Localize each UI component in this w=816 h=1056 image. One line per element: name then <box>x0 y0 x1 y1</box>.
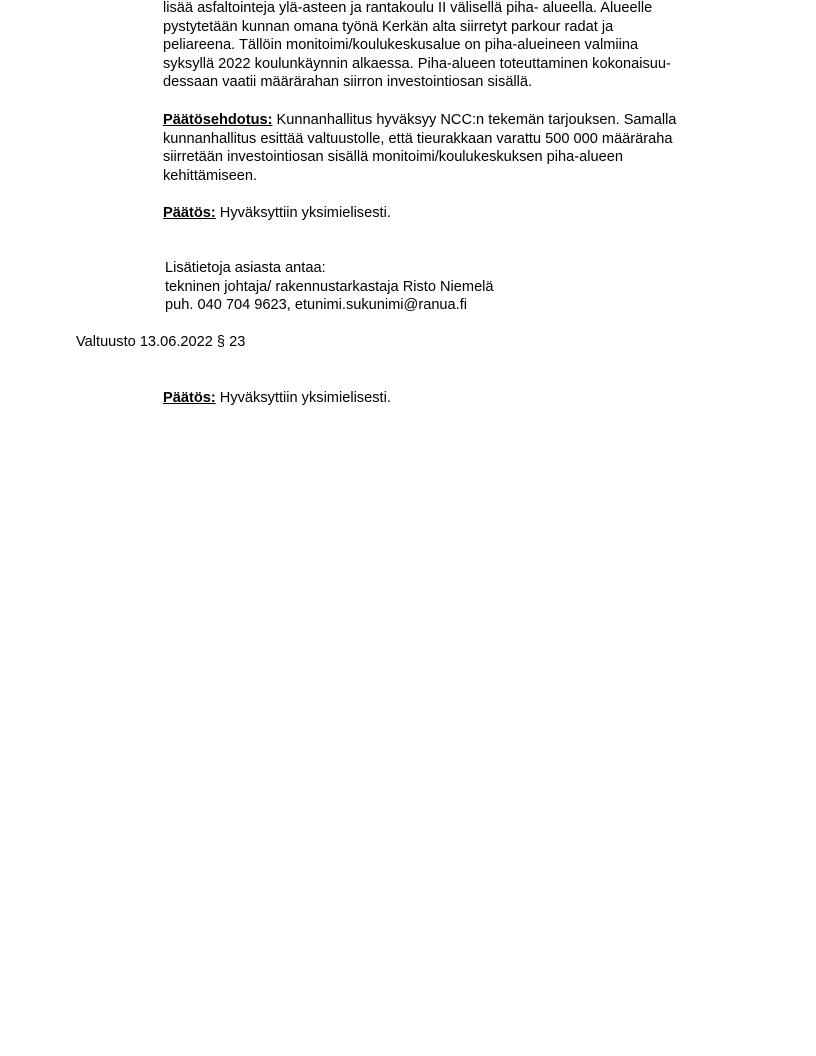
decision-proposal-paragraph <box>163 111 676 185</box>
intro-line: peliareena. Tällöin monitoimi/koulukeskusalue on piha-alueineen valmiina <box>163 37 639 53</box>
proposal-line: siirretään investointiosan sisällä monitoimi/koulukeskuksen piha-alueen <box>163 149 623 165</box>
proposal-first-line <box>163 111 676 130</box>
council-section-heading: Valtuusto 13.06.2022 § 23 <box>76 334 246 350</box>
intro-line: pystytetään kunnan omana työnä Kerkän alta siirretyt parkour radat ja <box>163 18 614 35</box>
contact-heading: Lisätietoja asiasta antaa: <box>165 260 326 276</box>
contact-details: puh. 040 704 9623, etunimi.sukunimi@ranua.fi <box>165 297 468 313</box>
intro-line: lisää asfaltointeja ylä-asteen ja rantakoulu II välisellä piha- alueella. Alueelle <box>163 0 653 16</box>
board-decision <box>163 204 391 223</box>
decision-text: Hyväksyttiin yksimielisesti. <box>215 205 391 221</box>
council-decision <box>163 389 391 408</box>
intro-paragraph <box>163 0 671 92</box>
proposal-label: Päätösehdotus: <box>163 112 273 128</box>
proposal-line: kehittämiseen. <box>163 167 258 184</box>
decision-label: Päätös: <box>163 205 216 221</box>
decision-label: Päätös: <box>163 390 216 406</box>
proposal-first-text: Kunnanhallitus hyväksyy NCC:n tekemän tarjouksen. Samalla <box>272 112 677 128</box>
decision-text: Hyväksyttiin yksimielisesti. <box>215 390 391 406</box>
proposal-line: kunnanhallitus esittää valtuustolle, että tieurakkaan varattu 500 000 määräraha <box>163 130 673 147</box>
contact-person: tekninen johtaja/ rakennustarkastaja Risto Niemelä <box>165 278 494 295</box>
intro-line: syksyllä 2022 koulunkäynnin alkaessa. Piha-alueen toteuttaminen kokonaisuu- <box>163 55 671 72</box>
contact-info <box>165 259 494 315</box>
intro-line: dessaan vaatii määrärahan siirron investointiosan sisällä. <box>163 74 533 90</box>
